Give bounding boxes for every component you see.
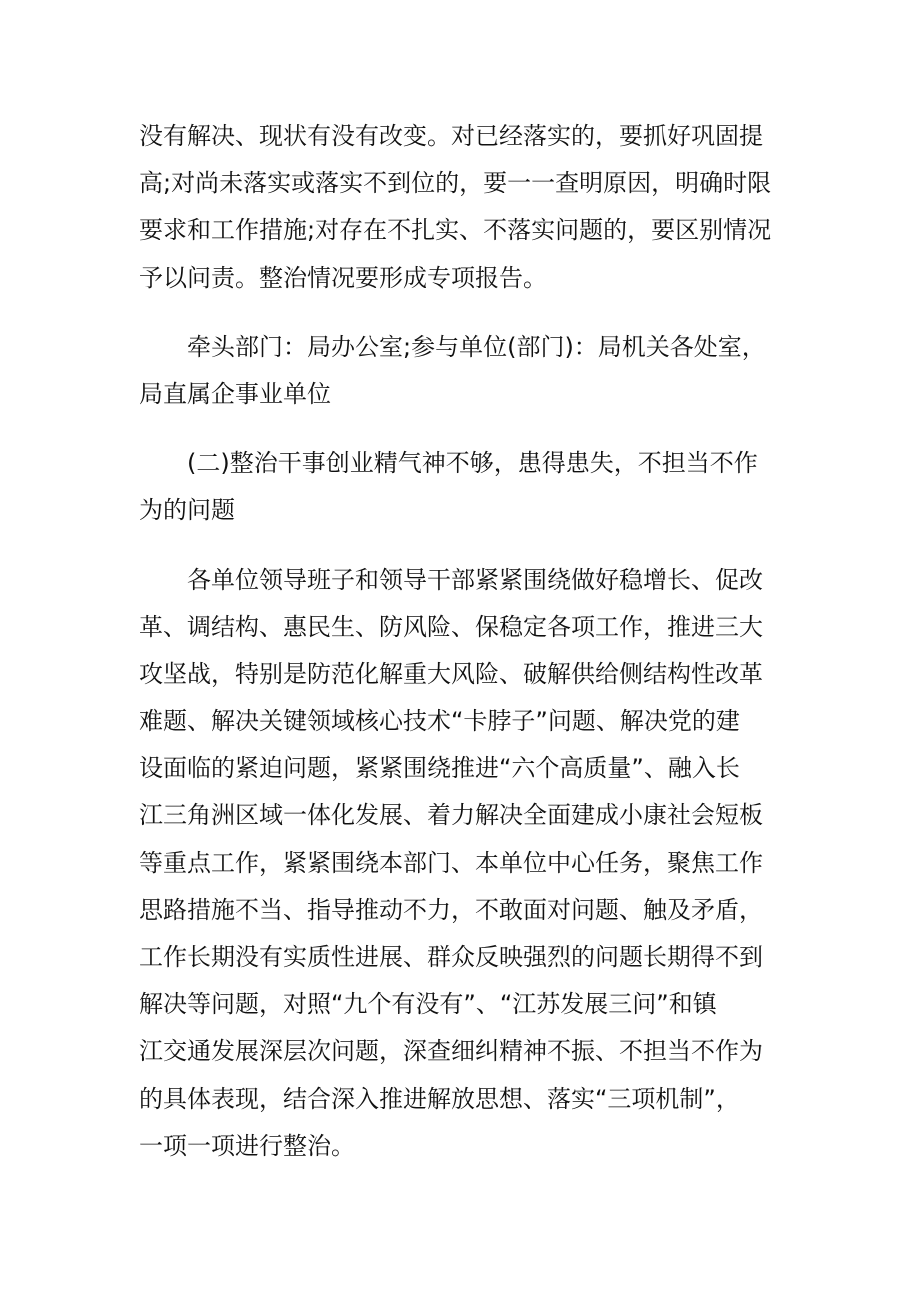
text-line: (二)整治干事创业精气神不够，患得患失，不担当不作 — [187, 449, 758, 478]
text-line: 没有解决、现状有没有改变。对已经落实的，要抓好巩固提 — [139, 122, 763, 150]
text-line: 攻坚战，特别是防范化解重大风险、破解供给侧结构性改革 — [139, 659, 763, 688]
text-line: 江交通发展深层次问题，深查细纠精神不振、不担当不作为 — [139, 1037, 763, 1066]
paragraph-spacer — [139, 535, 784, 557]
text-line: 各单位领导班子和领导干部紧紧围绕做好稳增长、促改 — [187, 565, 763, 594]
text-line: 一项一项进行整治。 — [139, 1131, 355, 1160]
paragraph-1 — [139, 113, 784, 302]
text-line: 等重点工作，紧紧围绕本部门、本单位中心任务，聚焦工作 — [139, 848, 763, 877]
text-line: 的具体表现，结合深入推进解放思想、落实“三项机制”， — [139, 1084, 740, 1113]
text-line: 设面临的紧迫问题，紧紧围绕推进“六个高质量”、融入长 — [139, 754, 740, 783]
document-body — [139, 113, 784, 1170]
paragraph-spacer — [139, 418, 784, 440]
paragraph-spacer — [139, 302, 784, 324]
text-line: 牵头部门：局办公室;参与单位(部门)：局机关各处室， — [187, 332, 766, 361]
text-line: 难题、解决关键领域核心技术“卡脖子”问题、解决党的建 — [139, 707, 740, 736]
paragraph-2 — [139, 324, 784, 418]
text-line: 革、调结构、惠民生、防风险、保稳定各项工作，推进三大 — [139, 612, 763, 641]
text-line: 要求和工作措施;对存在不扎实、不落实问题的，要区别情况 — [139, 216, 772, 245]
text-line: 解决等问题，对照“九个有没有”、“江苏发展三问”和镇 — [139, 990, 717, 1019]
text-line: 为的问题 — [139, 496, 235, 525]
text-line: 江三角洲区域一体化发展、着力解决全面建成小康社会短板 — [139, 801, 763, 830]
paragraph-4 — [139, 557, 784, 1170]
text-line: 思路措施不当、指导推动不力，不敢面对问题、触及矛盾， — [139, 895, 763, 924]
text-line: 高;对尚未落实或落实不到位的，要一一查明原因，明确时限 — [139, 169, 772, 198]
paragraph-3-heading — [139, 440, 784, 534]
text-line: 局直属企事业单位 — [139, 379, 331, 408]
text-line: 予以问责。整治情况要形成专项报告。 — [139, 263, 547, 292]
text-line: 工作长期没有实质性进展、群众反映强烈的问题长期得不到 — [139, 943, 763, 971]
